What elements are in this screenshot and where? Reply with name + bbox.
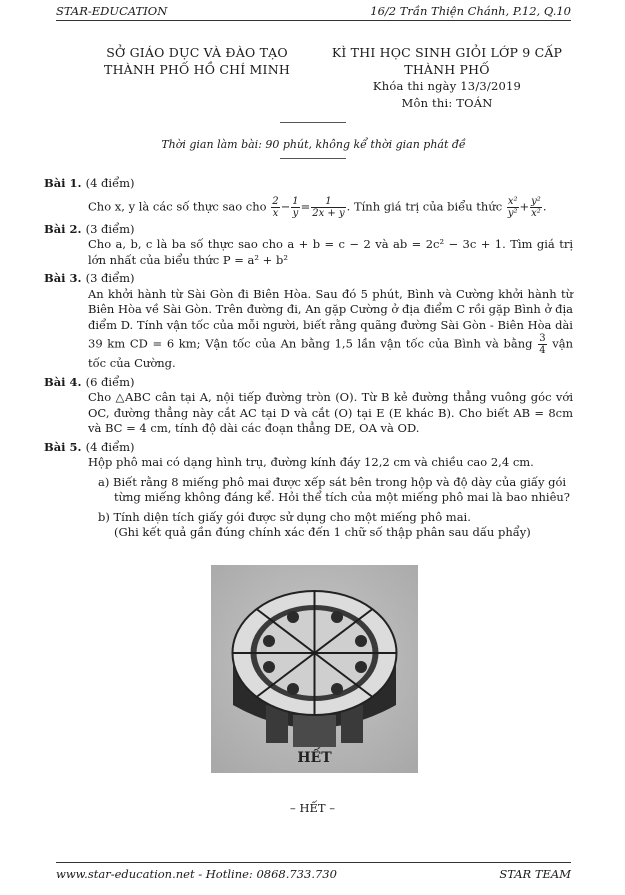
cheese-box-figure (211, 565, 418, 773)
problem-1-points: (4 điểm) (85, 176, 135, 190)
page-header (56, 4, 571, 21)
problem-3-heading (44, 271, 573, 287)
wedge-label-5 (331, 683, 343, 695)
exam-line-1: KÌ THI HỌC SINH GIỎI LỚP 9 CẤP (331, 45, 563, 60)
organization-block (94, 44, 300, 78)
problem-1-heading (44, 176, 573, 192)
wedge-label-3 (355, 635, 367, 647)
fraction-2-over-x: $\frac{2}{x}$ (272, 195, 279, 219)
footer-left-text: www.star-education.net - Hotline: 0868.733.730 (56, 867, 337, 881)
end-note: – HẾT – (290, 801, 335, 815)
wedge-label-7 (263, 661, 275, 673)
problem-3-text-a: An khởi hành từ Sài Gòn đi Biên Hòa. Sau đó 5 phút, Bình và Cường khởi hành từ Biên Hòa về Sài Gòn. Trên đường đi, An gặp Cường ở địa điểm C rồi gặp Bình ở địa điểm D. Tính vận tốc của mỗi người, biết rằng quãng đường Sài Gòn - Biên Hòa dài 39 km CD = 6 km; Vận tốc của An bằng 1,5 lần vận tốc của Bình và bằng (88, 286, 573, 351)
figure-caption: HẾT (297, 750, 332, 766)
problem-4-heading (44, 375, 573, 391)
problem-5-body: Hộp phô mai có dạng hình trụ, đường kính đáy 12,2 cm và chiều cao 2,4 cm. (88, 455, 534, 469)
cheese-wheel-illustration (211, 565, 418, 773)
divider-top (280, 122, 346, 123)
problem-4-title: Bài 4. (44, 374, 82, 389)
exam-block (318, 44, 576, 112)
problem-5 (44, 440, 573, 541)
problem-3-points: (3 điểm) (85, 271, 135, 285)
problem-5-points: (4 điểm) (85, 439, 135, 454)
org-line-2: THÀNH PHỐ HỒ CHÍ MINH (104, 62, 290, 77)
fraction-x2-over-y2: $\frac{\text{x²}}{\text{y²}}$ (507, 195, 518, 219)
problem-2-body: Cho a, b, c là ba số thực sao cho a + b = c − 2 và ab = 2c² − 3c + 1. Tìm giá trị lớn nhất của biểu thức P = a² + b² (88, 237, 573, 267)
divider-bottom (280, 158, 346, 159)
problem-list (44, 176, 573, 544)
problem-1-text-pre: Cho x, y là các số thực sao cho (88, 199, 267, 213)
header-left-text: STAR-EDUCATION (56, 4, 168, 18)
fraction-1-over-y: $\frac{1}{y}$ (292, 195, 299, 219)
problem-3 (44, 271, 573, 372)
problem-2 (44, 222, 573, 269)
problem-3-text-b: vận tốc của Cường. (88, 336, 574, 370)
page-footer (56, 862, 571, 881)
masthead (56, 44, 571, 114)
problem-1 (44, 176, 573, 219)
problem-2-title: Bài 2. (44, 221, 82, 236)
problem-1-title: Bài 1. (44, 176, 82, 190)
exam-subject: Môn thi: TOÁN (401, 96, 493, 110)
problem-2-heading (44, 222, 573, 238)
cheese-wedge-front-center (293, 715, 336, 747)
wedge-dividers (233, 591, 397, 715)
wedge-label-6 (287, 683, 299, 695)
problem-5-heading (44, 440, 573, 456)
wedge-label-4 (355, 661, 367, 673)
problem-3-title: Bài 3. (44, 271, 82, 285)
problem-5-item-b-note: (Ghi kết quả gần đúng chính xác đến 1 chữ số thập phân sau dấu phẩy) (114, 525, 531, 539)
problem-5-title: Bài 5. (44, 439, 82, 454)
problem-2-points: (3 điểm) (85, 221, 135, 236)
wedge-label-8 (263, 635, 275, 647)
fraction-3-over-4: $\frac{3}{4}$ (539, 333, 546, 356)
problem-5-item-b: b) Tính diện tích giấy gói được sử dụng cho một miếng phô mai. (98, 509, 471, 524)
exam-date: Khóa thi ngày 13/3/2019 (372, 79, 522, 93)
fraction-y2-over-x2: $\frac{\text{y²}}{\text{x²}}$ (531, 195, 541, 219)
org-line-1: SỞ GIÁO DỤC VÀ ĐÀO TẠO (106, 45, 288, 60)
time-note: Thời gian làm bài: 90 phút, không kể thời gian phát đề (161, 138, 466, 151)
problem-4-points: (6 điểm) (85, 374, 135, 389)
problem-3-body (44, 287, 573, 372)
problem-1-body: Cho x, y là các số thực sao cho $\frac{2}{x}$ − $\frac{1}{y}$ = $\frac{1}{2x + y}$ . Tính giá trị của biểu thức $\frac{\text{x²}}{\text{y²}}$ + $\frac{\text{y²}}{\text{x²}}$ . (88, 195, 547, 219)
problem-4 (44, 375, 573, 437)
header-right-text: 16/2 Trần Thiện Chánh, P.12, Q.10 (370, 4, 571, 18)
problem-5-item-a: a) Biết rằng 8 miếng phô mai được xếp sát bên trong hộp và độ dày của giấy gói từng miếng không đáng kể. Hỏi thể tích của một miếng phô mai là bao nhiêu? (98, 474, 570, 504)
fraction-1-over-2x-plus-y: $\frac{1}{2x + y}$ (312, 195, 345, 219)
wedge-label-2 (331, 611, 343, 623)
footer-right-text: STAR TEAM (499, 867, 571, 881)
wedge-label-1 (287, 611, 299, 623)
problem-1-text-mid: . Tính giá trị của biểu thức (346, 199, 503, 213)
exam-line-2: THÀNH PHỐ (404, 62, 490, 77)
problem-4-body: Cho △ABC cân tại A, nội tiếp đường tròn (O). Từ B kẻ đường thẳng vuông góc với OC, đường thẳng này cắt AC tại D và cắt (O) tại E (E khác B). Cho biết AB = 8cm và BC = 4 cm, tính độ dài các đoạn thẳng DE, OA và OD. (88, 390, 573, 435)
